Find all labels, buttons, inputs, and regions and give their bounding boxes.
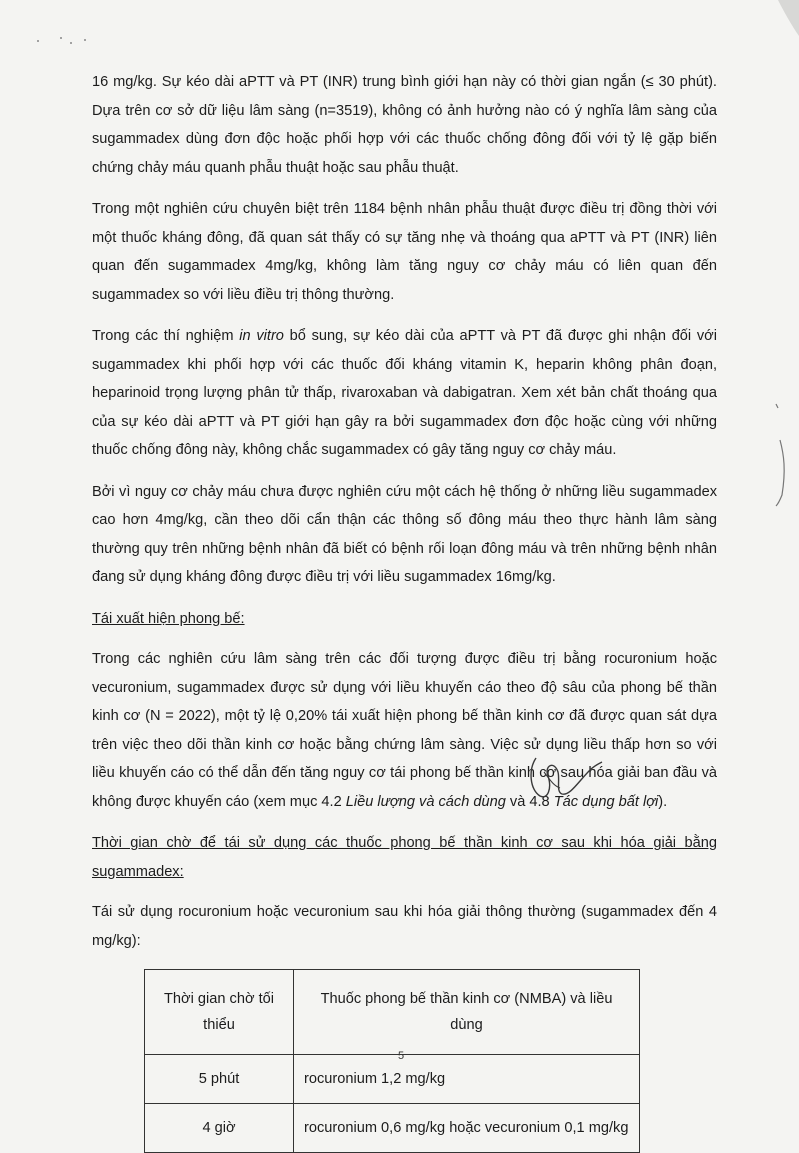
text-span: Trong các nghiên cứu lâm sàng trên các đối tượng được điều trị bằng rocuronium hoặc vecuronium, sugammadex được sử dụng với liều khuyến cáo theo độ sâu của phong bế thần kinh cơ (N = 2022), một tỷ lệ 0,20% tái xuất hiện phong bế thần kinh cơ đã được quan sát dựa trên việc theo dõi thần kinh cơ hoặc bằng chứng lâm sàng. Việc sử dụng liều thấp hơn so với liều khuyến cáo có thể dẫn đến tăng nguy cơ tái phong bế thần kinh cơ sau hóa giải ban đầu và không được khuyến cáo (xem mục 4.2 bbox=[92, 651, 717, 810]
document-body bbox=[92, 68, 717, 1153]
page-number: 5 bbox=[398, 1050, 405, 1062]
handwritten-signature bbox=[518, 752, 604, 808]
table-row bbox=[145, 1055, 640, 1104]
italic-term: in vitro bbox=[239, 328, 284, 344]
paragraph-readministration: Tái sử dụng rocuronium hoặc vecuronium sau khi hóa giải thông thường (sugammadex đến 4 mg/kg): bbox=[92, 904, 717, 949]
section-reference: Liều lượng và cách dùng bbox=[345, 793, 506, 810]
section-heading-waiting-time: Thời gian chờ để tái sử dụng các thuốc phong bế thần kinh cơ sau khi hóa giải bằng sugammadex: bbox=[92, 835, 717, 880]
table-header-row bbox=[145, 970, 640, 1055]
table-row bbox=[145, 1104, 640, 1153]
paragraph-anticoagulant-study: Trong một nghiên cứu chuyên biệt trên 1184 bệnh nhân phẫu thuật được điều trị đồng thời với một thuốc kháng đông, đã quan sát thấy có sự tăng nhẹ và thoáng qua aPTT và PT (INR) liên quan đến sugammadex 4mg/kg, không làm tăng nguy cơ chảy máu có liên quan đến sugammadex so với liều điều trị thông thường. bbox=[92, 201, 717, 303]
text-span: ). bbox=[658, 793, 668, 810]
section-reference: Tác dụng bất lợi bbox=[553, 793, 659, 810]
text-span: và 4.8 bbox=[505, 793, 554, 810]
waiting-time-table bbox=[144, 969, 640, 1153]
paragraph-high-dose-monitoring: Bởi vì nguy cơ chảy máu chưa được nghiên cứu một cách hệ thống ở những liều sugammadex cao hơn 4mg/kg, cần theo dõi cẩn thận các thông số đông máu theo thực hành lâm sàng thường quy trên những bệnh nhân đã biết có bệnh rối loạn đông máu và trên những bệnh nhân đang sử dụng kháng đông được điều trị với liều sugammadex 16mg/kg. bbox=[92, 483, 717, 585]
text-span: bổ sung, sự kéo dài của aPTT và PT đã được ghi nhận đối với sugammadex khi phối hợp với các thuốc đối kháng vitamin K, heparin không phân đoạn, heparinoid trọng lượng phân tử thấp, rivaroxaban và dabigatran. Xem xét bản chất thoáng qua của sự kéo dài aPTT và PT giới hạn gây ra bởi sugammadex đơn độc hoặc cùng với những thuốc chống đông này, không chắc sugammadex có gây tăng nguy cơ chảy máu. bbox=[92, 328, 717, 458]
table-cell-wait-time: 5 phút bbox=[145, 1055, 294, 1104]
scan-speck bbox=[60, 37, 62, 39]
table-cell-wait-time: 4 giờ bbox=[145, 1104, 294, 1153]
scan-corner-shadow bbox=[770, 0, 799, 40]
table-cell-nmba: rocuronium 0,6 mg/kg hoặc vecuronium 0,1 mg/kg bbox=[294, 1104, 640, 1153]
table-cell-nmba: rocuronium 1,2 mg/kg bbox=[294, 1055, 640, 1104]
scan-speck bbox=[84, 39, 86, 41]
text-span: Trong các thí nghiệm bbox=[92, 328, 240, 344]
section-heading-recurarization: Tái xuất hiện phong bế: bbox=[92, 610, 245, 627]
scan-speck bbox=[70, 42, 72, 44]
scan-edge-mark bbox=[770, 400, 792, 510]
scan-speck bbox=[37, 40, 39, 42]
paragraph-bleeding-duration: 16 mg/kg. Sự kéo dài aPTT và PT (INR) trung bình giới hạn này có thời gian ngắn (≤ 30 phút). Dựa trên cơ sở dữ liệu lâm sàng (n=3519), không có ảnh hưởng nào có ý nghĩa lâm sàng của sugammadex dùng đơn độc hoặc phối hợp với các thuốc chống đông đối với tỷ lệ gặp biến chứng chảy máu quanh phẫu thuật hoặc sau phẫu thuật. bbox=[92, 74, 717, 176]
paragraph-in-vitro bbox=[92, 322, 717, 465]
paragraph-recurarization bbox=[92, 645, 717, 816]
table-header-cell: Thuốc phong bế thần kinh cơ (NMBA) và liều dùng bbox=[294, 970, 640, 1055]
table-header-cell: Thời gian chờ tối thiểu bbox=[145, 970, 294, 1055]
